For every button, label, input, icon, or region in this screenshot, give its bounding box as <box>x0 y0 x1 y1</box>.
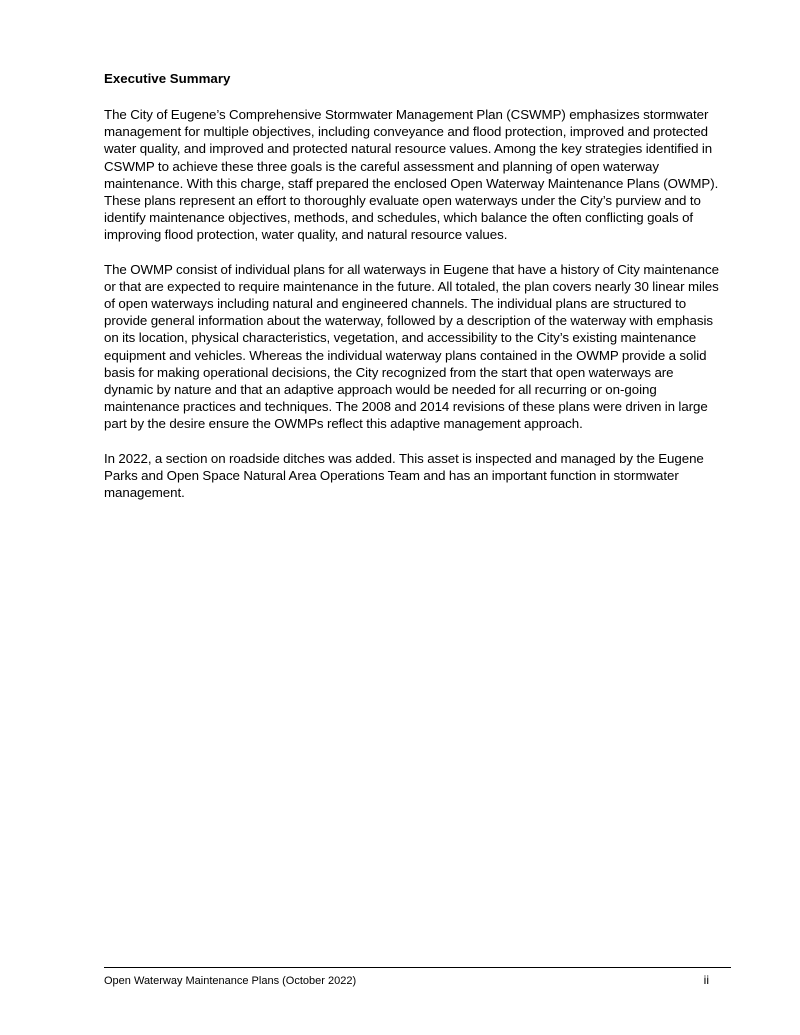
page-footer <box>104 967 731 987</box>
section-heading: Executive Summary <box>104 71 231 86</box>
footer-title: Open Waterway Maintenance Plans (October 2022) <box>104 975 357 987</box>
paragraph-roadside-ditches: In 2022, a section on roadside ditches was added. This asset is inspected and managed by the Eugene Parks and Open Space Natural Area Operations Team and has an important function in stormwater management. <box>104 450 704 501</box>
paragraph-cswmp-overview: The City of Eugene’s Comprehensive Stormwater Management Plan (CSWMP) emphasizes stormwater management for multiple objectives, including conveyance and flood protection, improved and protected water quality, and improved and protected natural resource values. Among the key strategies identified in CSWMP to achieve these three goals is the careful assessment and planning of open waterway maintenance. With this charge, staff prepared the enclosed Open Waterway Maintenance Plans (OWMP). These plans represent an effort to thoroughly evaluate open waterways under the City’s purview and to identify maintenance objectives, methods, and schedules, which balance the often conflicting goals of improving flood protection, water quality, and natural resource values. <box>104 107 719 243</box>
paragraph-owmp-structure: The OWMP consist of individual plans for all waterways in Eugene that have a history of City maintenance or that are expected to require maintenance in the future. All totaled, the plan covers nearly 30 linear miles of open waterways including natural and engineered channels. The individual plans are structured to provide general information about the waterway, followed by a description of the waterway with emphasis on its location, physical characteristics, vegetation, and accessibility to the City’s existing maintenance equipment and vehicles. Whereas the individual waterway plans contained in the OWMP provide a solid basis for making operational decisions, the City recognized from the start that open waterways are dynamic by nature and that an adaptive approach would be needed for all recurring or on-going maintenance practices and techniques. The 2008 and 2014 revisions of these plans were driven in large part by the desire ensure the OWMPs reflect this adaptive management approach. <box>104 261 719 432</box>
page-number: ii <box>703 973 709 987</box>
page-content <box>104 70 726 518</box>
